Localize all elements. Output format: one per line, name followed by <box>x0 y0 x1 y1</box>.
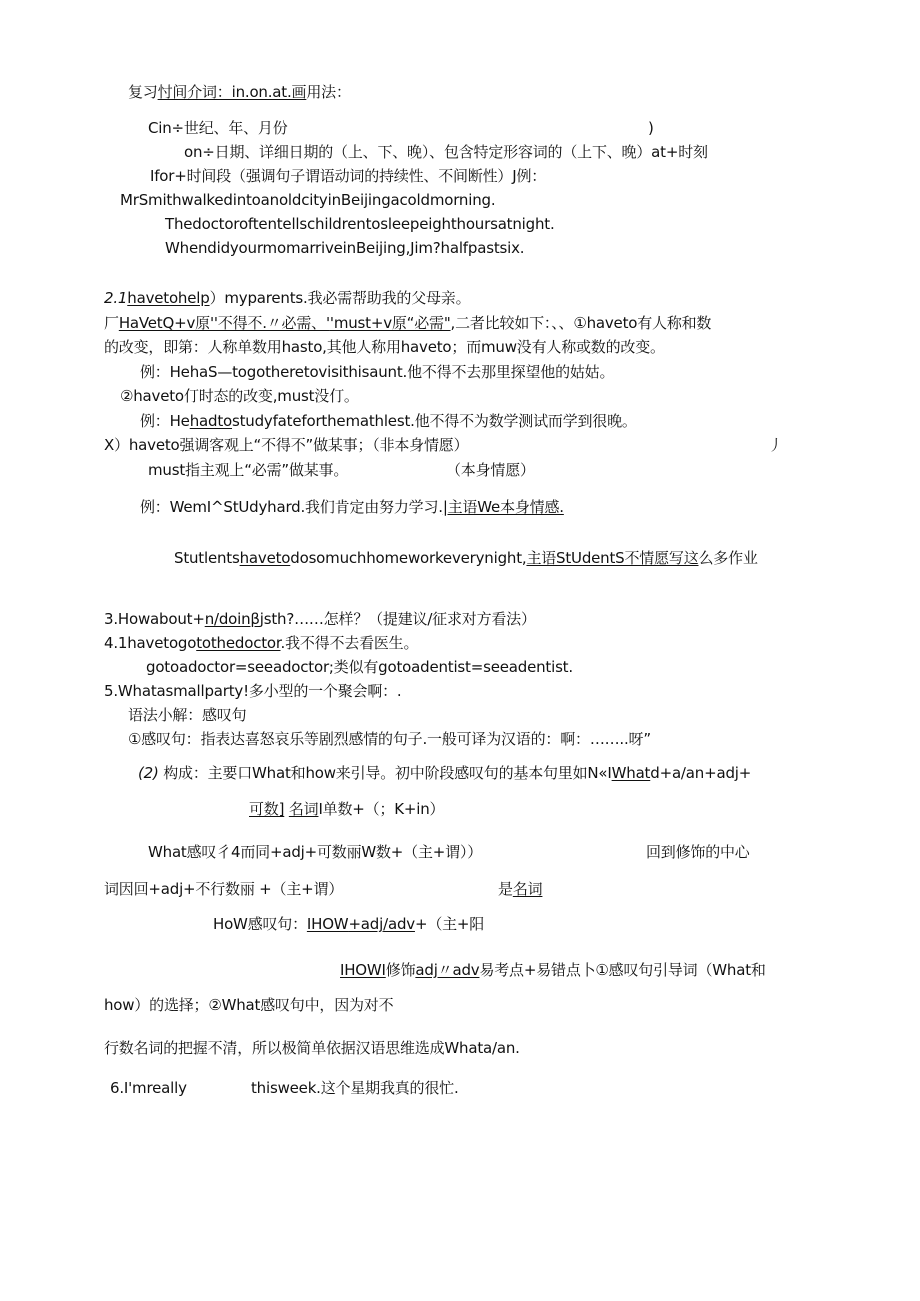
s5-point-1: ①感叹句：指表达喜怒哀乐等剧烈感情的句子.一般可译为汉语的：啊：……..呀” <box>128 730 651 748</box>
s2-must-note: （本身情愿） <box>446 461 535 479</box>
s5-phrase: IHOW <box>306 915 349 933</box>
s5-line-10: how）的选择；②What感叹句中，因为对不 <box>104 996 394 1014</box>
s5-what-formula-2: 词因回+adj+不行数丽 +（主+谓） <box>104 880 344 898</box>
s2-example-3 <box>140 497 564 517</box>
s4-phrase: tothedoctor <box>196 634 281 652</box>
s5-text: 构成：主要口What和how来引导。初中阶段感叹句的基本句里如N«I <box>163 764 612 782</box>
s3-phrase: n/doinβ <box>204 610 260 628</box>
s2-point-2: ②haveto仃时态的改变,must没仃。 <box>120 387 359 405</box>
s5-phrase: adj〃adv <box>415 961 480 979</box>
s2-text: 例：WemI^StUdyhard.我们肯定由努力学习. <box>140 498 443 516</box>
title-part: 用法： <box>306 83 351 101</box>
s2-note: |主语We本身情感. <box>442 498 564 516</box>
example-sentence: WhendidyourmomarriveinBeijing,Jim?halfpastsix. <box>165 239 525 257</box>
s2-phrase: haveto <box>239 549 291 567</box>
title-underlined: 忖间介词：in.on.at.画 <box>157 83 307 101</box>
s5-phrase: 可数] <box>249 800 285 818</box>
s2-text: studyfatefor <box>232 412 322 430</box>
s5-phrase: IHOWI <box>340 961 386 979</box>
s5-how-formula <box>213 914 484 934</box>
s5-line-11: 行数名词的把握不清，所以极简单依据汉语思维选成Whata/an. <box>104 1039 520 1057</box>
s2-line-1 <box>104 288 470 308</box>
s2-text: 厂 <box>104 314 119 332</box>
example-sentence: Thedoctoroftentellschildrentosleepeighthoursatnight. <box>165 215 555 233</box>
prep-in-bracket: ) <box>648 119 654 137</box>
s5-text: 是 <box>498 880 513 898</box>
s2-must-line: must指主观上“必需”做某事。 <box>148 461 349 479</box>
s5-line-5 <box>249 799 444 819</box>
s2-text: ）myparents.我必需帮助我的父母亲。 <box>209 289 471 307</box>
s2-phrase: HaVetQ+v原''不得不.〃必需、' <box>118 314 330 332</box>
s4-text: .我不得不去看医生。 <box>280 634 419 652</box>
s2-example-1: 例：HehaS—togotheretovisithisaunt.他不得不去那里探望他的姑姑。 <box>140 363 615 381</box>
s2-note: 主语StUdentS不情愿写这 <box>526 549 699 567</box>
s5-note-noun <box>498 879 542 899</box>
title-part: 复习 <box>128 83 158 101</box>
s3-text: 3.Howabout+ <box>104 610 205 628</box>
s2-line-3: 的改变，即第：人称单数用hasto,其他人称用haveto；而muw没有人称或数的改变。 <box>104 338 665 356</box>
s4-text: 4.1havetogo <box>104 634 197 652</box>
s5-phrase: ∕adv <box>383 915 415 933</box>
s3-line <box>104 609 536 629</box>
s2-example-2 <box>140 411 637 431</box>
s2-text: themathlest.他不得不为数学测试而学到很晚。 <box>321 412 637 430</box>
s5-text: 修饰 <box>385 961 416 979</box>
s5-text: I单数+（；K+in） <box>318 800 445 818</box>
s2-text: ,二者比较如下：、、①haveto有人称和数 <box>450 314 712 332</box>
s6-line-b: thisweek.这个星期我真的很忙. <box>251 1079 459 1097</box>
s2-example-4 <box>174 548 758 568</box>
s5-grammar-heading: 语法小解：感叹句 <box>128 706 247 724</box>
s2-number: 2.1 <box>104 289 128 307</box>
s2-point-3: X）haveto强调客观上“不得不”做某事；（非本身情愿） <box>104 436 469 454</box>
s5-text: d+a∕an+adj+ <box>650 764 752 782</box>
s2-phrase: hadto <box>189 412 232 430</box>
s5-phrase: What <box>611 764 651 782</box>
s2-text: 么多作业 <box>698 549 758 567</box>
s5-what-formula: What感叹彳4而同+adj+可数丽W数+（主+谓）） <box>148 843 483 861</box>
s2-phrase: havetohelp <box>127 289 210 307</box>
s4-line-1 <box>104 633 418 653</box>
s5-point-2 <box>138 763 751 783</box>
s4-line-2: gotoadoctor=seeadoctor;类似有gotoadentist=seeadentist. <box>146 658 573 676</box>
s5-number: (2) <box>138 764 159 782</box>
s6-line-a: 6.I'mreally <box>110 1079 187 1097</box>
s5-text: 易考点+易错点卜①感叹句引导词（What和 <box>479 961 766 979</box>
s5-phrase: +adj <box>348 915 384 933</box>
example-sentence: MrSmithwalkedintoanoldcityinBeijingacoldmorning. <box>120 191 496 209</box>
s5-text: +（主+阳 <box>414 915 485 933</box>
s5-phrase: 名词 <box>288 800 319 818</box>
s2-text: Stutlents <box>174 549 240 567</box>
s2-text: 例：He <box>140 412 190 430</box>
s2-bracket-mark: 丿 <box>768 436 783 454</box>
s2-text: dosomuchhomeworkeverynight, <box>290 549 527 567</box>
s5-how-note <box>340 960 766 980</box>
s5-line-1: 5.Whatasmallparty!多小型的一个聚会啊：. <box>104 682 402 700</box>
prep-in-line: Cin÷世纪、年、月份 <box>148 119 288 137</box>
s5-text: HoW感叹句： <box>213 915 307 933</box>
section-title <box>128 82 351 102</box>
s2-line-2 <box>104 313 711 333</box>
s5-note-center: 回到修饰的中心 <box>646 843 750 861</box>
s3-text: jsth?……怎样？（提建议/征求对方看法） <box>259 610 536 628</box>
prep-for-line: Ifor+时间段（强调句子谓语动词的持续性、不间断性）J例： <box>150 167 547 185</box>
s2-phrase: 'must+v原“必需" <box>329 314 451 332</box>
s5-phrase: 名词 <box>512 880 543 898</box>
prep-on-at-line: on÷日期、详细日期的（上、下、晚）、包含特定形容词的（上下、晚）at+时刻 <box>184 143 708 161</box>
